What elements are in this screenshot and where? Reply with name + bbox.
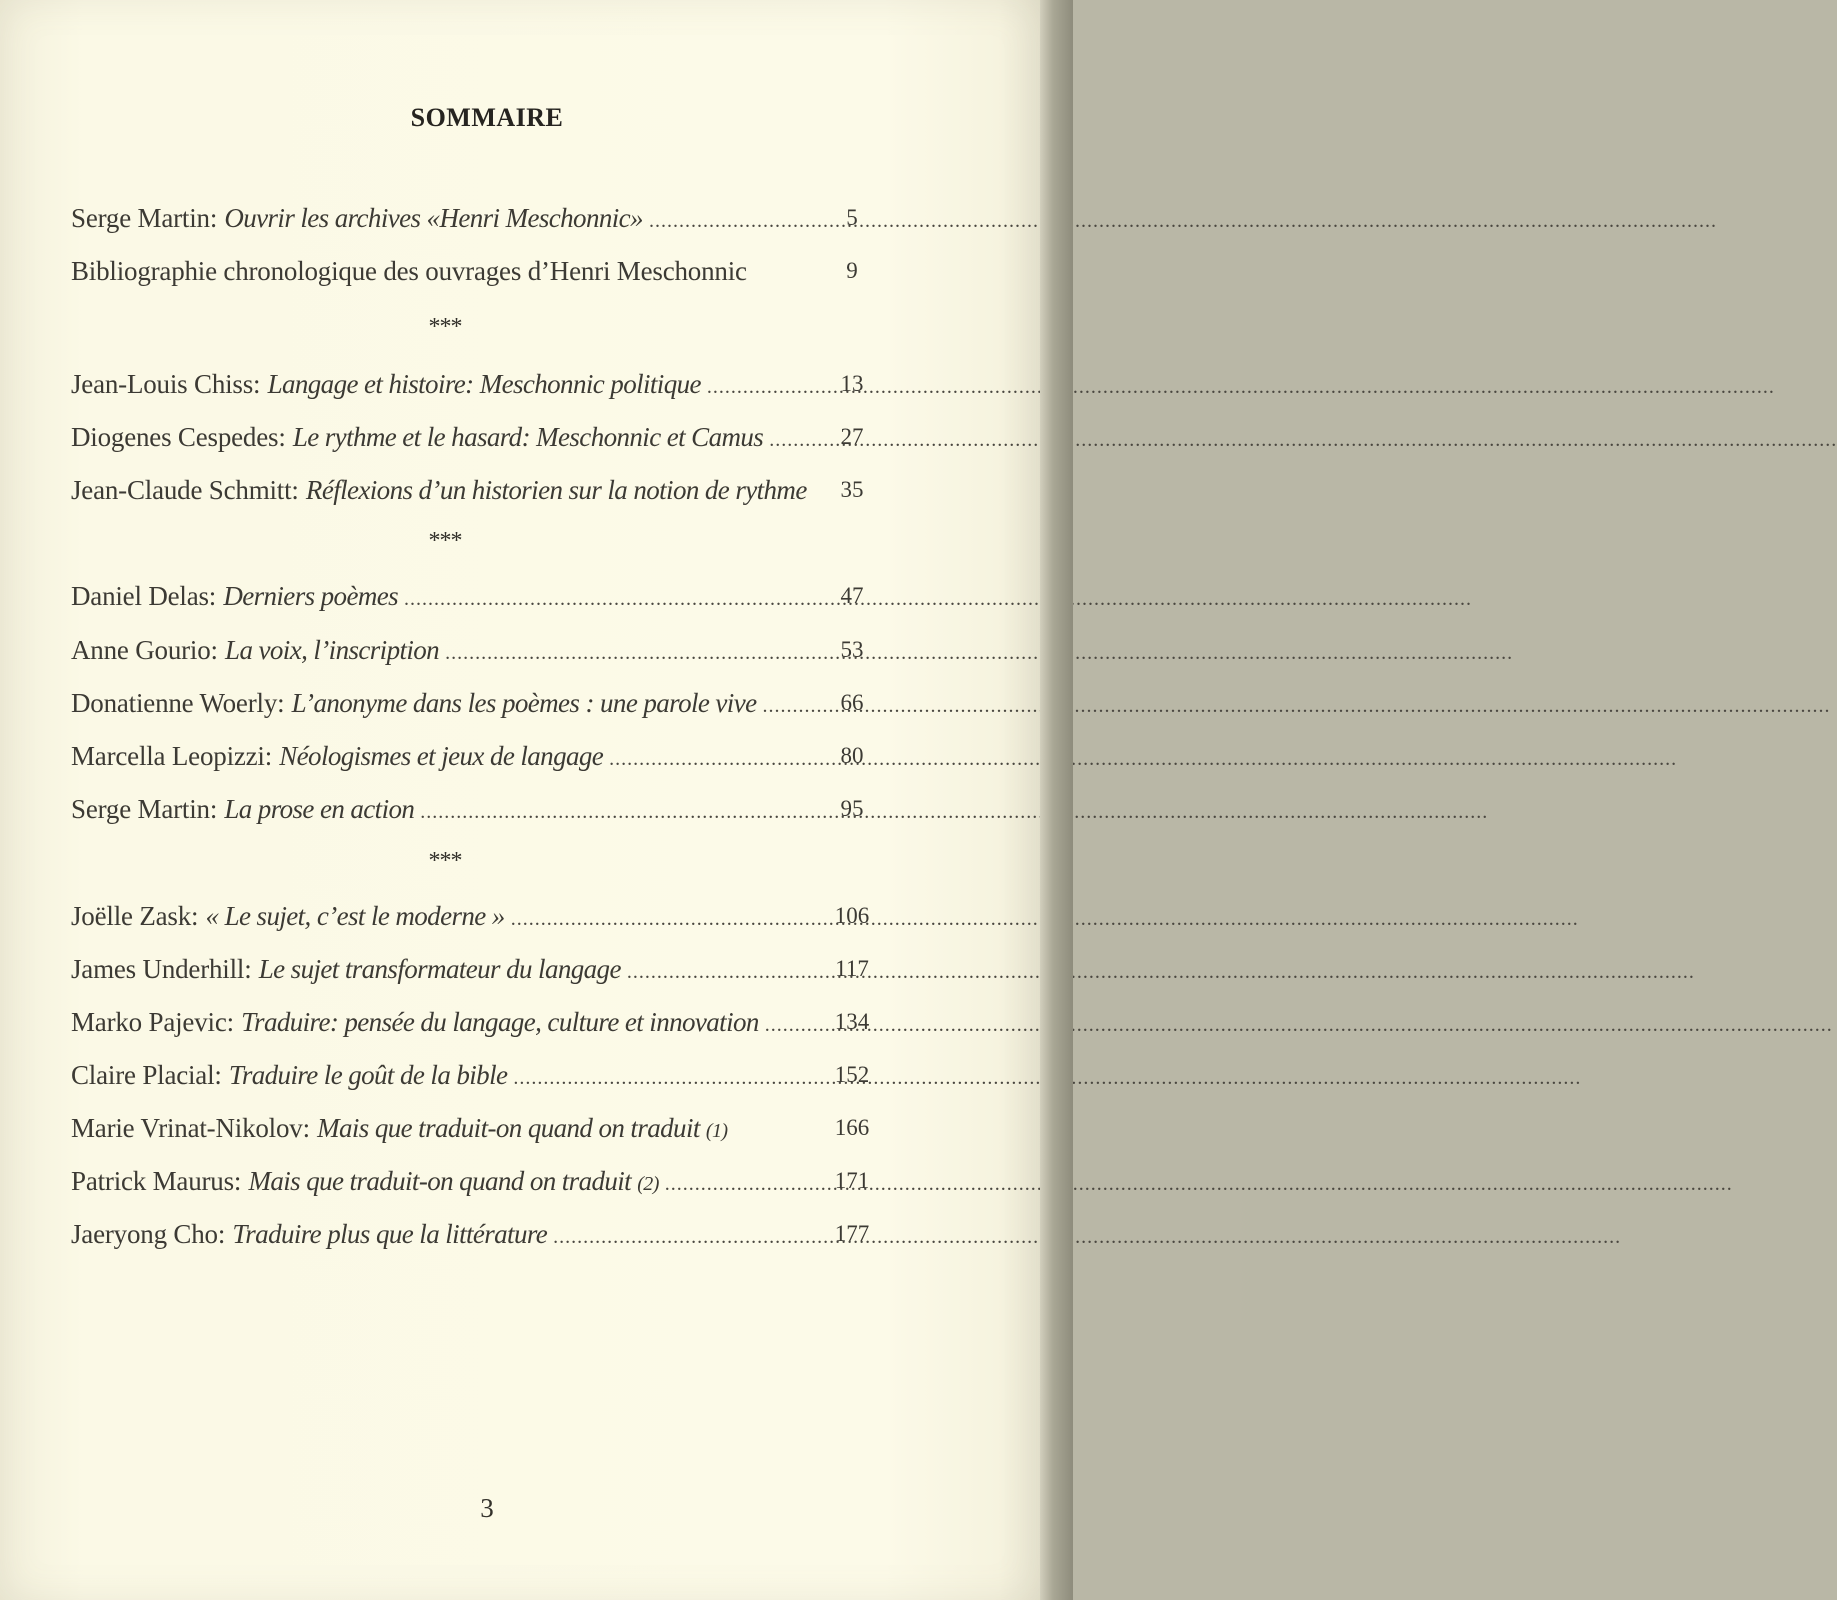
entry-author: James Underhill bbox=[71, 954, 245, 984]
entry-page-number: 106 bbox=[834, 903, 870, 928]
entry-separator: : bbox=[214, 1060, 222, 1090]
entry-author: Daniel Delas bbox=[71, 581, 209, 611]
dot-leader bbox=[404, 579, 823, 619]
toc-entry bbox=[71, 630, 881, 670]
entry-author: Marko Pajevic bbox=[71, 1007, 227, 1037]
entry-author: Anne Gourio bbox=[71, 635, 211, 665]
entry-page-number: 47 bbox=[840, 583, 864, 608]
entry-title: Traduire: pensée du langage, culture et innovation bbox=[241, 1007, 759, 1037]
entry-author: Patrick Maurus bbox=[71, 1166, 234, 1196]
dot-leader bbox=[511, 899, 823, 939]
entry-page-number: 166 bbox=[834, 1115, 870, 1140]
toc-entry bbox=[71, 683, 881, 723]
entry-separator: : bbox=[210, 635, 219, 665]
entry-author: Serge Martin bbox=[71, 203, 210, 233]
dot-leader bbox=[420, 792, 823, 832]
entry-separator: : bbox=[244, 954, 252, 984]
entry-title bbox=[248, 1161, 658, 1204]
entry-author: Marcella Leopizzi bbox=[71, 741, 265, 771]
entry-page-number: 9 bbox=[846, 258, 858, 283]
page-title: SOMMAIRE bbox=[410, 103, 564, 132]
entry-author: Jean-Louis Chiss bbox=[71, 369, 254, 399]
dot-leader bbox=[553, 1217, 823, 1257]
dot-leader bbox=[445, 633, 823, 673]
entry-title: Derniers poèmes bbox=[223, 581, 399, 611]
toc-entry bbox=[71, 364, 881, 404]
dot-leader bbox=[707, 367, 823, 407]
entry-separator: : bbox=[209, 203, 218, 233]
entry-title: Traduire le goût de la bible bbox=[228, 1060, 508, 1090]
entry-separator: : bbox=[291, 475, 299, 505]
entry-page-number: 27 bbox=[840, 424, 864, 449]
entry-author: Serge Martin bbox=[71, 794, 210, 824]
dot-leader bbox=[765, 1005, 823, 1045]
entry-title: Le sujet transformateur du langage bbox=[258, 954, 621, 984]
entry-author: Jaeryong Cho bbox=[71, 1219, 218, 1249]
toc-entry bbox=[71, 417, 881, 457]
entry-title: Néologismes et jeux de langage bbox=[279, 741, 604, 771]
dot-leader bbox=[513, 1058, 823, 1098]
toc-entry bbox=[71, 1055, 881, 1095]
dot-leader bbox=[769, 420, 823, 460]
dot-leader bbox=[609, 739, 823, 779]
entry-author: Joëlle Zask bbox=[71, 901, 192, 931]
entry-separator: : bbox=[209, 794, 218, 824]
entry-author: Jean-Claude Schmitt bbox=[71, 475, 292, 505]
entry-title bbox=[317, 1108, 727, 1151]
toc-entry bbox=[71, 896, 881, 936]
toc-entry bbox=[71, 1002, 881, 1042]
entry-title: « Le sujet, c’est le moderne » bbox=[205, 901, 505, 931]
dot-leader bbox=[627, 952, 823, 992]
entry-page-number: 152 bbox=[834, 1062, 870, 1087]
entry-page-number: 117 bbox=[835, 956, 869, 981]
toc-entry bbox=[71, 736, 881, 776]
dot-leader bbox=[649, 201, 823, 241]
entry-separator: : bbox=[264, 741, 273, 771]
entry-title-text: Mais que traduit-on quand on traduit bbox=[248, 1166, 632, 1196]
entry-separator: : bbox=[278, 422, 286, 452]
toc-entry bbox=[71, 576, 881, 616]
toc-entry bbox=[71, 251, 881, 291]
entry-author: Diogenes Cespedes bbox=[71, 422, 279, 452]
toc-entry bbox=[71, 1214, 881, 1254]
toc-entry bbox=[71, 470, 881, 510]
section-separator: *** bbox=[428, 848, 462, 874]
entry-separator: : bbox=[302, 1113, 311, 1143]
entry-full-title: Bibliographie chronologique des ouvrages d’Henri Meschonnic bbox=[71, 256, 747, 286]
entry-title: La prose en action bbox=[224, 794, 415, 824]
entry-page-number: 171 bbox=[834, 1168, 870, 1193]
entry-title: Réflexions d’un historien sur la notion de rythme bbox=[305, 475, 807, 505]
entry-page-number: 134 bbox=[834, 1009, 870, 1034]
entry-page-number: 35 bbox=[840, 477, 864, 502]
entry-separator: : bbox=[277, 688, 285, 718]
entry-title: L’anonyme dans les poèmes : une parole vive bbox=[291, 688, 757, 718]
entry-author: Donatienne Woerly bbox=[71, 688, 278, 718]
entry-title-text: Mais que traduit-on quand on traduit bbox=[317, 1113, 700, 1143]
section-separator: *** bbox=[428, 314, 462, 340]
entry-title: Langage et histoire: Meschonnic politique bbox=[267, 369, 701, 399]
entry-page-number: 5 bbox=[846, 205, 858, 230]
entry-part-marker: (2) bbox=[637, 1173, 659, 1195]
entry-title: Ouvrir les archives «Henri Meschonnic» bbox=[224, 203, 643, 233]
toc-entry bbox=[71, 789, 881, 829]
toc-entry bbox=[71, 198, 881, 238]
entry-separator: : bbox=[253, 369, 261, 399]
section-separator: *** bbox=[428, 528, 462, 554]
entry-page-number: 177 bbox=[834, 1221, 870, 1246]
dot-leader bbox=[665, 1164, 823, 1204]
entry-title: Traduire plus que la littérature bbox=[232, 1219, 548, 1249]
entry-title: La voix, l’inscription bbox=[225, 635, 440, 665]
toc-entry bbox=[71, 1161, 881, 1201]
entry-part-marker: (1) bbox=[705, 1120, 728, 1142]
toc-entry bbox=[71, 949, 881, 989]
entry-title: Le rythme et le hasard: Meschonnic et Camus bbox=[292, 422, 764, 452]
entry-separator: : bbox=[226, 1007, 235, 1037]
entry-separator: : bbox=[191, 901, 199, 931]
toc-entry bbox=[71, 1108, 881, 1148]
entry-separator: : bbox=[208, 581, 217, 611]
entry-page-number: 53 bbox=[840, 637, 864, 662]
entry-page-number: 66 bbox=[840, 690, 864, 715]
entry-author: Claire Placial bbox=[71, 1060, 215, 1090]
entry-separator: : bbox=[217, 1219, 226, 1249]
entry-author: Marie Vrinat-Nikolov bbox=[71, 1113, 303, 1143]
entry-page-number: 13 bbox=[840, 371, 864, 396]
entry-separator: : bbox=[233, 1166, 242, 1196]
entry-page-number: 95 bbox=[840, 796, 864, 821]
page-number: 3 bbox=[480, 1493, 494, 1523]
dot-leader bbox=[762, 686, 823, 726]
entry-page-number: 80 bbox=[840, 743, 864, 768]
page-edge bbox=[1040, 0, 1073, 1600]
